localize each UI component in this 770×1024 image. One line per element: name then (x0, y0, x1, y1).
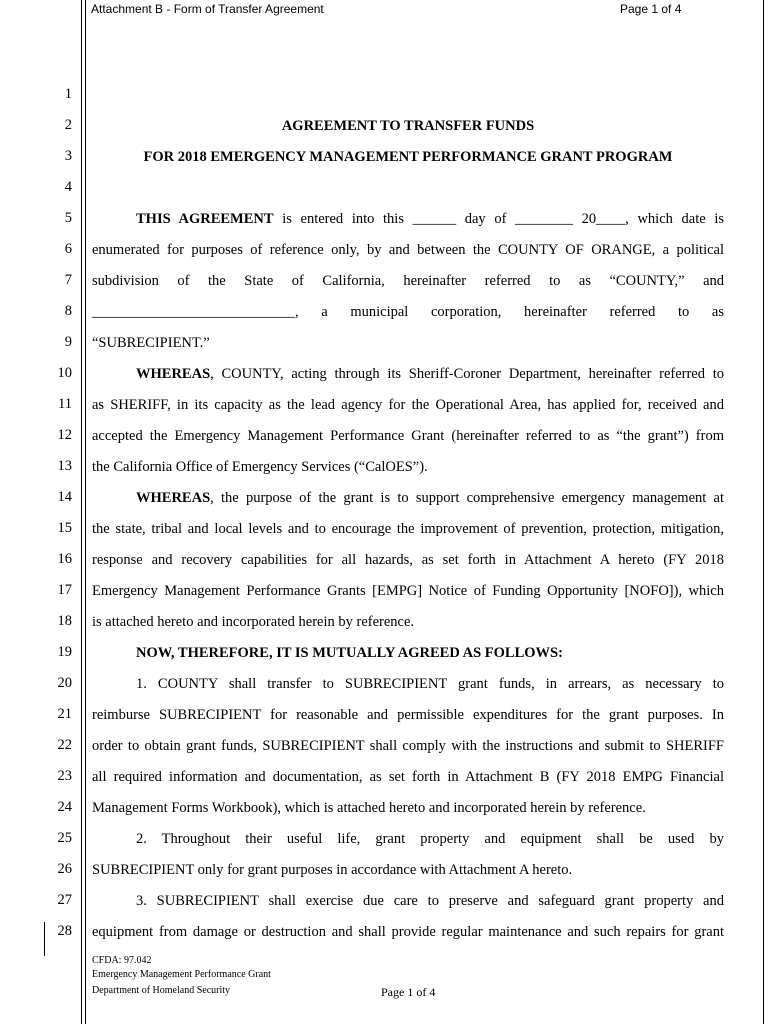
line-number: 15 (57, 520, 72, 536)
body-line-17: Emergency Management Performance Grants [EMPG] Notice of Funding Opportunity [NOFO]), which (92, 583, 724, 599)
line-number: 22 (57, 737, 72, 753)
footer-dept: Department of Homeland Security (92, 985, 231, 996)
line-number: 5 (64, 210, 72, 226)
line-number: 10 (57, 365, 72, 381)
line-number: 13 (57, 458, 72, 474)
line-number: 7 (64, 272, 72, 288)
text-cursor (44, 922, 45, 956)
whereas-bold-2: WHEREAS (136, 490, 211, 506)
body-line-18: is attached hereto and incorporated herein by reference. (92, 614, 415, 630)
line-number: 20 (57, 675, 72, 691)
body-line-14 (92, 489, 724, 507)
line-number: 23 (57, 768, 72, 784)
whereas-bold-1: WHEREAS (136, 366, 211, 382)
line-number: 11 (58, 396, 72, 412)
body-line-20: 1. COUNTY shall transfer to SUBRECIPIENT grant funds, in arrears, as necessary to (136, 676, 724, 692)
body-line-11: as SHERIFF, in its capacity as the lead agency for the Operational Area, has applied for, received and (92, 397, 724, 413)
body-line-13: the California Office of Emergency Services (“CalOES”). (92, 459, 428, 475)
line-number: 1 (64, 86, 72, 102)
body-line-22: order to obtain grant funds, SUBRECIPIENT shall comply with the instructions and submit to SHERIFF (92, 738, 724, 754)
line-number: 27 (57, 892, 72, 908)
line-number: 26 (57, 861, 72, 877)
line-number: 21 (57, 706, 72, 722)
footer-page-number: Page 1 of 4 (381, 985, 436, 999)
body-line-26: SUBRECIPIENT only for grant purposes in accordance with Attachment A hereto. (92, 862, 573, 878)
line-number: 8 (64, 303, 72, 319)
left-margin-line-inner (85, 0, 86, 1024)
body-line-23: all required information and documentation, as set forth in Attachment B (FY 2018 EMPG Financial (92, 769, 724, 785)
left-margin-line (81, 0, 82, 1024)
line-number: 16 (57, 551, 72, 567)
body-line-6: enumerated for purposes of reference only, by and between the COUNTY OF ORANGE, a political (92, 242, 724, 258)
body-line-19: NOW, THEREFORE, IT IS MUTUALLY AGREED AS FOLLOWS: (136, 645, 563, 661)
line-number: 12 (57, 427, 72, 443)
line-number: 18 (57, 613, 72, 629)
line-number: 25 (57, 830, 72, 846)
footer-cfda: CFDA: 97.042 (92, 955, 152, 966)
header-left: Attachment B - Form of Transfer Agreement (91, 2, 324, 16)
body-line-24: Management Forms Workbook), which is attached hereto and incorporated herein by reference. (92, 800, 646, 816)
body-line-9: “SUBRECIPIENT.” (92, 335, 210, 351)
line-number: 9 (64, 334, 72, 350)
right-margin-line (763, 0, 764, 1024)
line-number: 4 (64, 179, 72, 195)
body-line-5-text: is entered into this ______ day of ________ 20____, which date is (273, 211, 724, 227)
body-line-21: reimburse SUBRECIPIENT for reasonable and permissible expenditures for the grant purposes. In (92, 707, 724, 723)
line-number: 3 (64, 148, 72, 164)
body-line-16: response and recovery capabilities for all hazards, as set forth in Attachment A hereto (FY 2018 (92, 552, 724, 568)
body-line-14-text: , the purpose of the grant is to support comprehensive emergency management at (210, 490, 724, 506)
header-right: Page 1 of 4 (620, 2, 682, 16)
body-line-7: subdivision of the State of California, hereinafter referred to as “COUNTY,” and (92, 273, 724, 289)
line-number: 17 (57, 582, 72, 598)
line-number: 24 (57, 799, 72, 815)
body-line-28: equipment from damage or destruction and shall provide regular maintenance and such repairs for grant (92, 924, 724, 940)
line-number: 6 (64, 241, 72, 257)
body-line-10 (92, 365, 724, 383)
body-line-15: the state, tribal and local levels and to encourage the improvement of prevention, protection, mitigation, (92, 521, 724, 537)
title-line-2: FOR 2018 EMERGENCY MANAGEMENT PERFORMANCE GRANT PROGRAM (143, 149, 673, 165)
line-number: 19 (57, 644, 72, 660)
body-line-12: accepted the Emergency Management Performance Grant (hereinafter referred to as “the grant”) from (92, 428, 724, 444)
body-line-25: 2. Throughout their useful life, grant property and equipment shall be used by (136, 831, 724, 847)
body-line-27: 3. SUBRECIPIENT shall exercise due care to preserve and safeguard grant property and (136, 893, 724, 909)
body-line-10-text: , COUNTY, acting through its Sheriff-Coroner Department, hereinafter referred to (210, 366, 724, 382)
footer-program: Emergency Management Performance Grant (92, 969, 271, 980)
line-number: 14 (57, 489, 72, 505)
body-line-5 (92, 210, 724, 228)
body-line-8: ____________________________, a municipal corporation, hereinafter referred to as (92, 304, 724, 320)
line-number: 2 (64, 117, 72, 133)
line-number: 28 (57, 923, 72, 939)
this-agreement-bold: THIS AGREEMENT (136, 211, 274, 227)
title-line-1: AGREEMENT TO TRANSFER FUNDS (281, 118, 535, 134)
